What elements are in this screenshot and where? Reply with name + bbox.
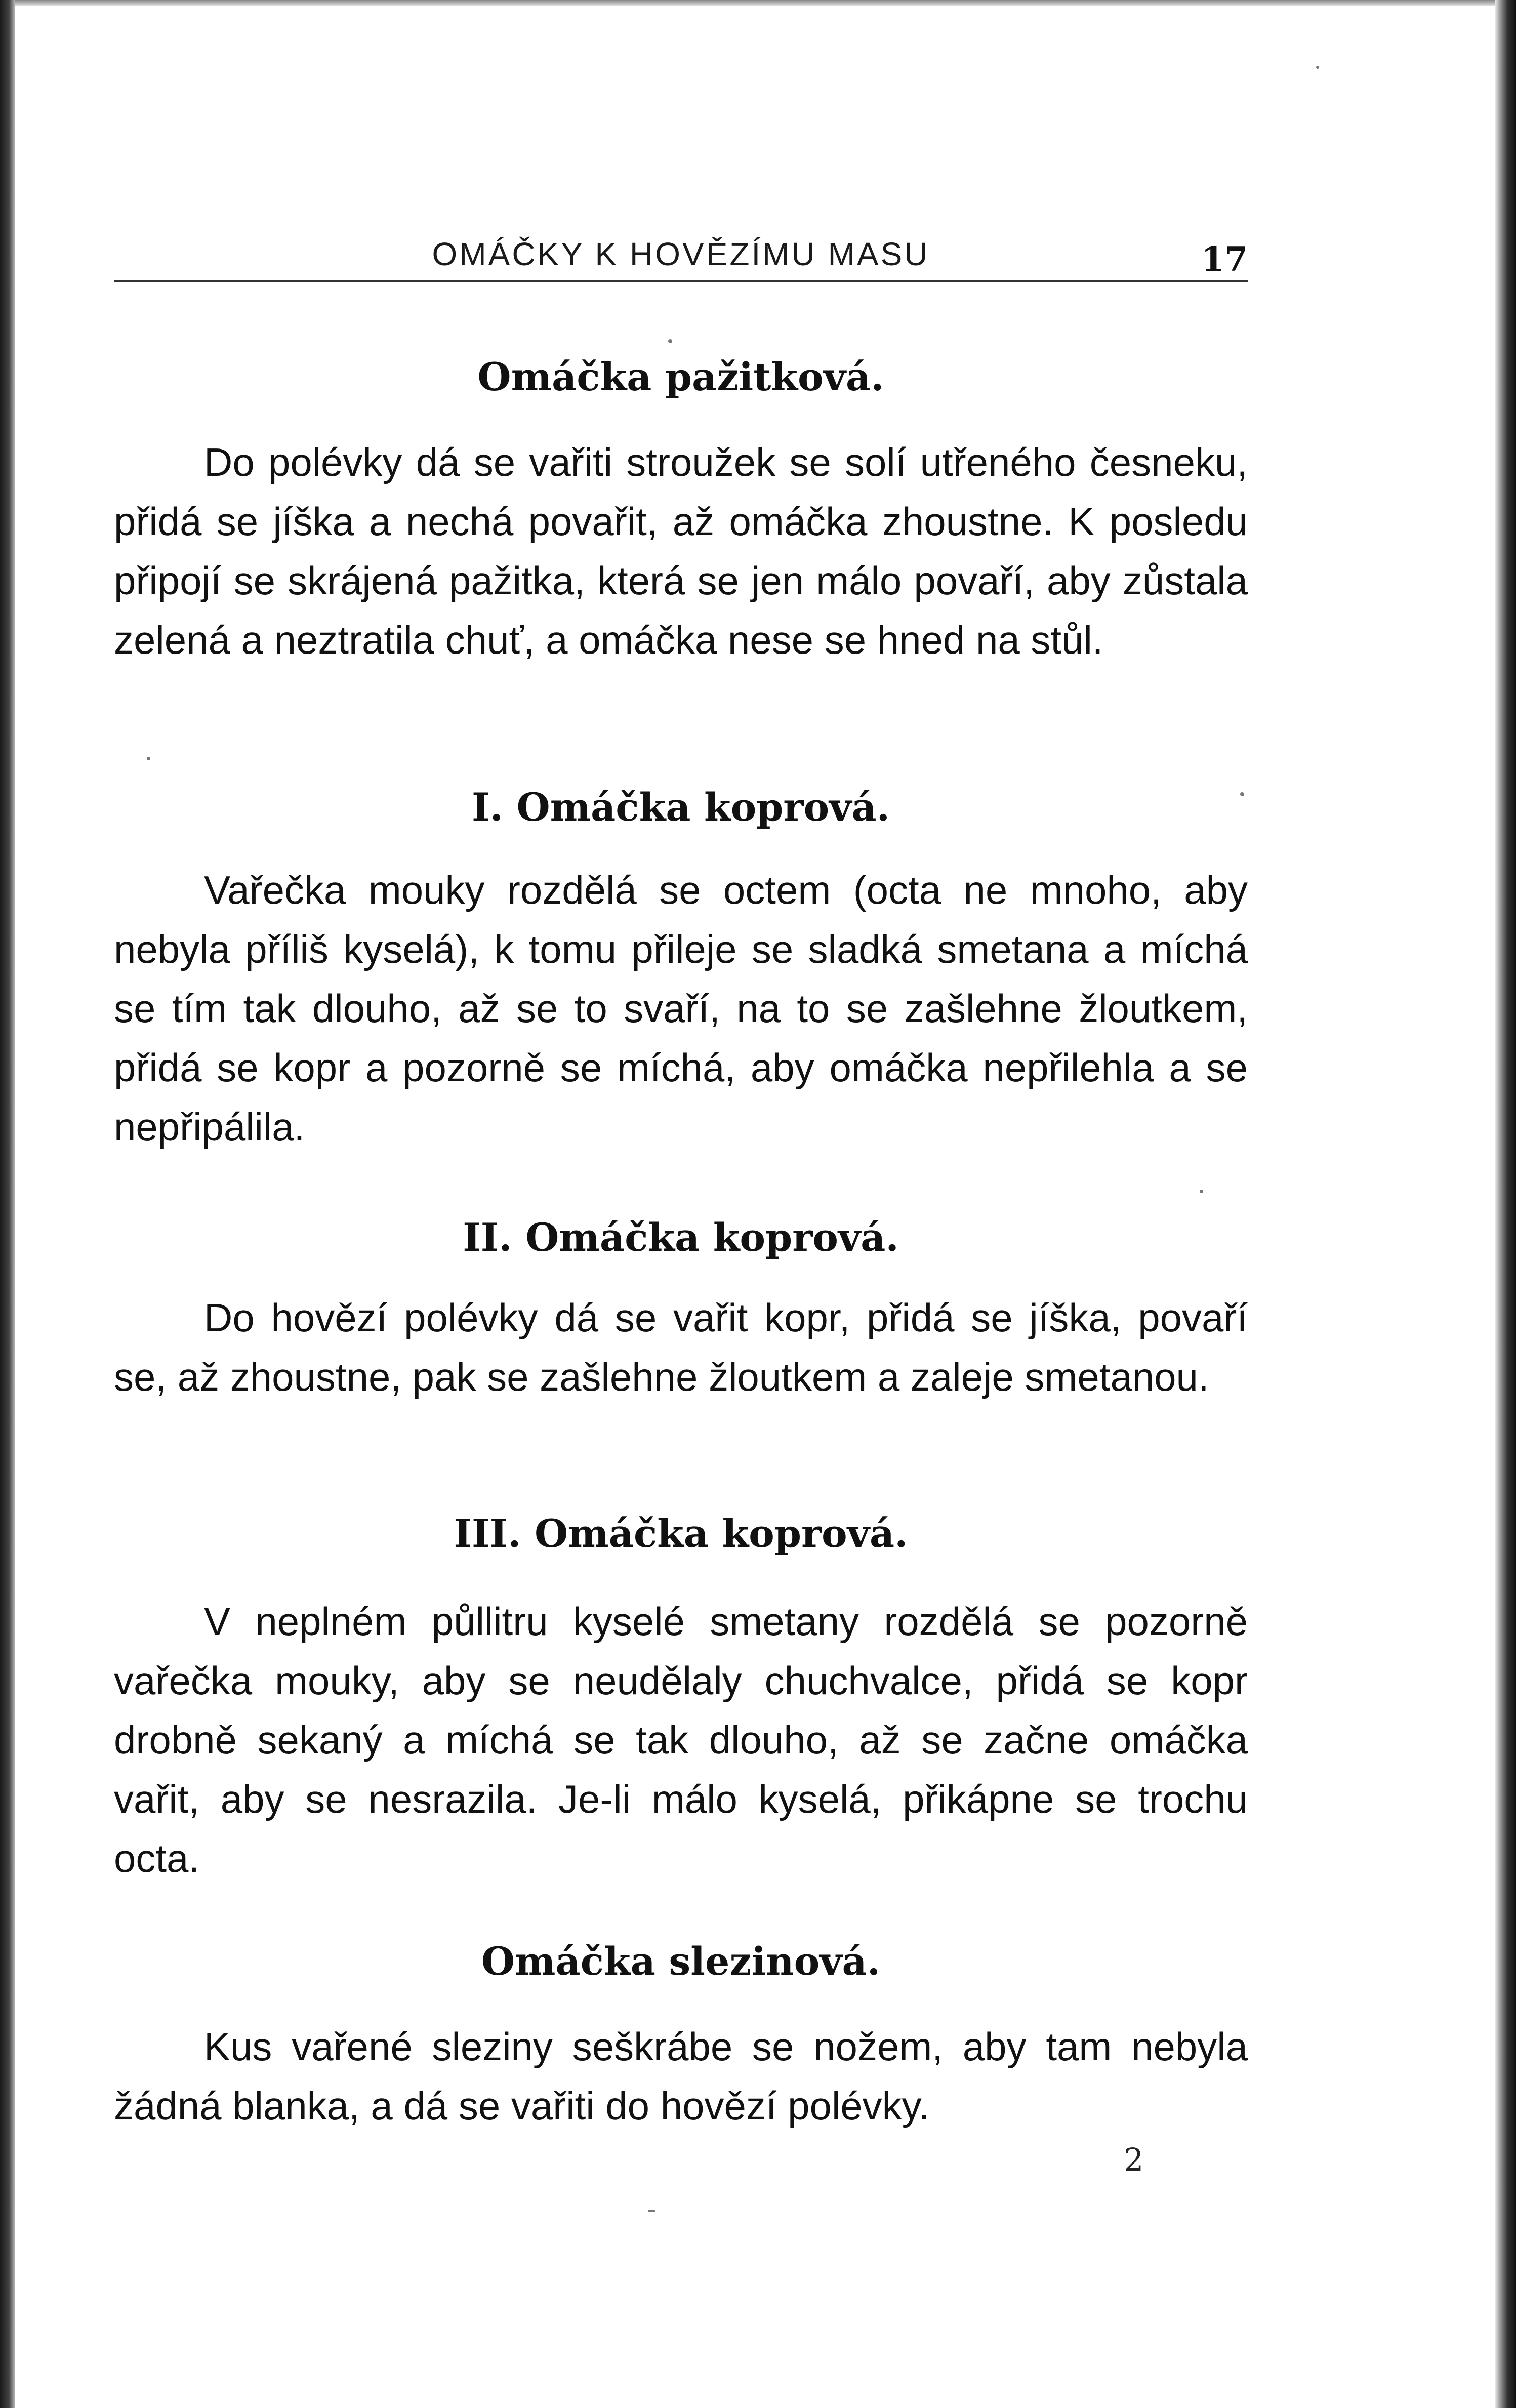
scan-edge-top <box>0 0 1516 6</box>
section-title-pazitkova: Omáčka pažitková. <box>477 354 884 399</box>
page-number: 17 <box>1201 239 1248 279</box>
scan-edge-left <box>0 0 15 2408</box>
section-title-slezinova: Omáčka slezinová. <box>481 1939 881 1984</box>
section-text-koprova-2: Do hovězí polévky dá se vařit kopr, přidá se jíška, povaří se, až zhoustne, pak se zašlehne žloutkem a zaleje smetanou. <box>114 1295 1248 1399</box>
scan-speck <box>648 2210 655 2212</box>
section-title-koprova-2: II. Omáčka koprová. <box>463 1215 899 1260</box>
scan-speck <box>147 757 150 760</box>
section-text-slezinova: Kus vařené sleziny seškrábe se nožem, aby tam nebyla žádná blanka, a dá se vařiti do hovězí polévky. <box>114 2024 1248 2128</box>
header-rule <box>114 280 1248 282</box>
scan-speck <box>1240 792 1244 796</box>
signature-mark: 2 <box>1124 2141 1144 2178</box>
section-text-koprova-1: Vařečka mouky rozdělá se octem (octa ne mnoho, aby nebyla příliš kyselá), k tomu přileje se sladká smetana a míchá se tím tak dlouho, až se to svaří, na to se zašlehne žloutkem, přidá se kopr a pozorně se míchá, aby omáčka nepřilehla a se nepřipálila. <box>114 868 1248 1149</box>
running-head <box>114 230 1248 286</box>
section-title-koprova-1: I. Omáčka koprová. <box>471 785 890 830</box>
scan-speck <box>1200 1190 1203 1193</box>
section-title-koprova-3: III. Omáčka koprová. <box>454 1511 908 1556</box>
scan-edge-right <box>1495 0 1516 2408</box>
section-text-pazitkova: Do polévky dá se vařiti stroužek se solí utřeného česneku, přidá se jíška a nechá povařit, až omáčka zhoustne. K posledu připojí se skrájená pažitka, která se jen málo povaří, aby zůstala zelená a neztratila chuť, a omáčka nese se hned na stůl. <box>114 440 1248 662</box>
scan-speck <box>1316 66 1319 69</box>
section-text-koprova-3: V neplném půllitru kyselé smetany rozdělá se pozorně vařečka mouky, aby se neudělaly chuchvalce, přidá se kopr drobně sekaný a míchá se tak dlouho, až se začne omáčka vařit, aby se nesrazila. Je-li málo kyselá, přikápne se trochu octa. <box>114 1599 1248 1881</box>
scan-speck <box>668 339 672 343</box>
running-title: OMÁČKY K HOVĚZÍMU MASU <box>432 236 930 272</box>
